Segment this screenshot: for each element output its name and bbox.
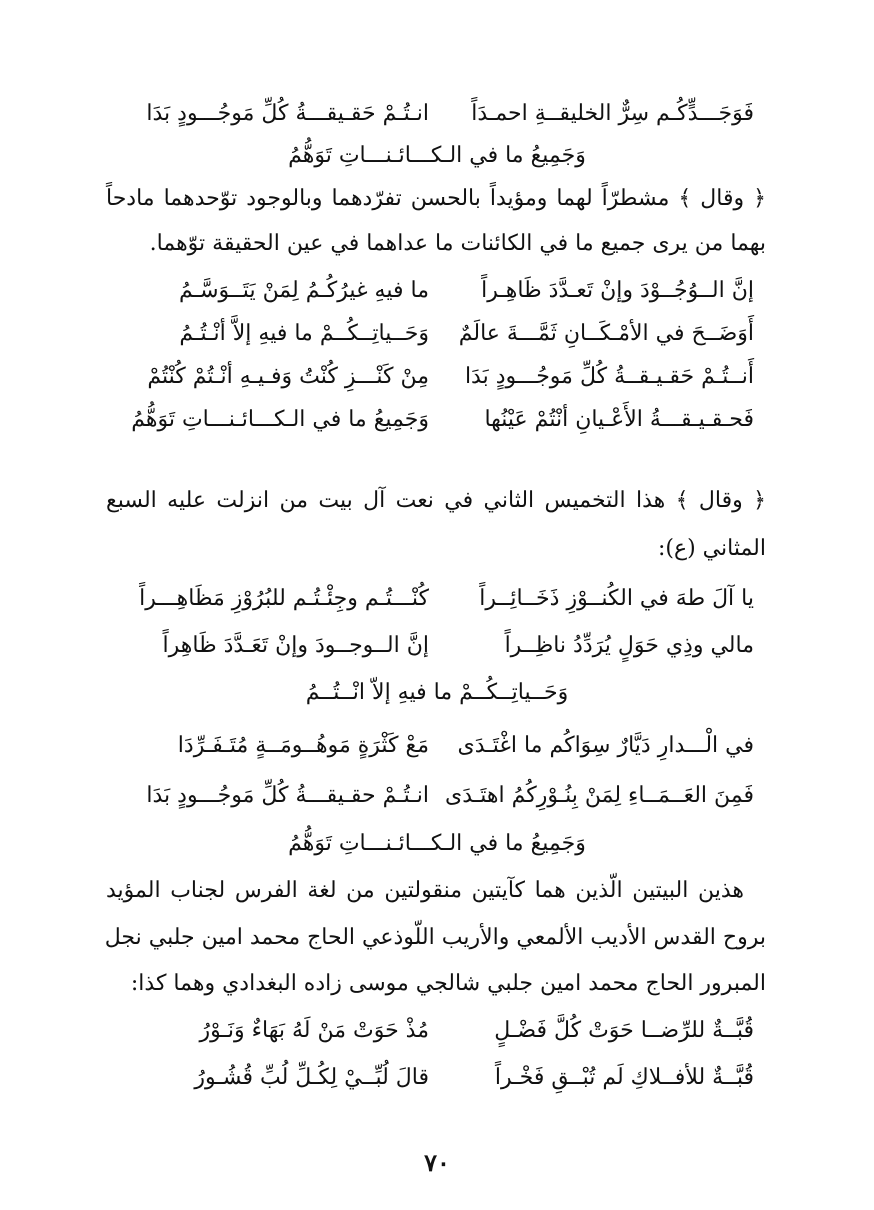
prose-line: المبرور الحاج محمد امين جلبي شالجي موسى زاده البغدادي وهما كذا: bbox=[130, 971, 766, 996]
verse-hemistich: فَمِنَ العَــمَــاءِ لِمَنْ بِنُـوْرِكُمُ اهتَـدَى bbox=[445, 783, 754, 808]
prose-line: بهما من يرى جميع ما في الكائنات ما عداهما في عين الحقيقة توّهما. bbox=[149, 231, 766, 256]
prose-line: بروح القدس الأديب الألمعي والأريب اللّوذعي الحاج محمد امين جلبي نجل bbox=[104, 925, 766, 950]
verse-hemistich: فَوَجَـــدٍّكُـم سِرٌّ الخليقــةِ احمـدَاً bbox=[471, 101, 754, 126]
verse-refrain: وَحَــياتِــكُــمْ ما فيهِ إلاّ انْــتُــمُ bbox=[305, 680, 569, 705]
verse-hemistich: مالي وذِي حَوَلٍ يُرَدِّدُ ناظِــراً bbox=[504, 633, 754, 658]
verse-hemistich: أَنــتُـمْ حَقـيـقــةُ كُلِّ مَوجُـــودٍ بَدَا bbox=[464, 364, 754, 389]
verse-hemistich: انـتُـمْ حقـيقـــةُ كُلِّ مَوجُـــودٍ بَدَا bbox=[146, 783, 429, 808]
prose-line: المثاني (ع): bbox=[657, 536, 766, 561]
verse-hemistich: في الْـــدارِ دَيَّارٌ سِوَاكُم ما اغْتَـدَى bbox=[457, 733, 754, 758]
verse-hemistich: ما فيهِ غيرُكُـمُ لِمَنْ يَتَــوَسَّـمُ bbox=[179, 278, 429, 303]
verse-hemistich: قالَ لُبِّــيْ لِكُـلِّ لُبِّ قُشُـورُ bbox=[194, 1065, 429, 1090]
verse-hemistich: وَحَــياتِــكُــمْ ما فيهِ إلاَّ أنْـتُـمُ bbox=[179, 321, 429, 346]
verse-hemistich: كُنْـــتُـم وجِئْـتُـم للبُرُوْزِ مَظَاهِـــراً bbox=[139, 586, 429, 611]
verse-hemistich: قُبَّــةٌ للرِّضــا حَوَتْ كُلَّ فَضْـلٍ bbox=[494, 1018, 754, 1043]
prose-line: ﴿ وقال ﴾ مشطرّاً لهما ومؤيداً بالحسن تفرّدهما وبالوجود توّحدهما مادحاً bbox=[106, 186, 766, 211]
verse-refrain: وَجَمِيعُ ما في الـكـــائـنـــاتِ تَوَهُّمُ bbox=[288, 143, 586, 168]
verse-refrain: وَجَمِيعُ ما في الـكـــائـنـــاتِ تَوَهُّمُ bbox=[288, 831, 586, 856]
verse-hemistich: فَحـقـيـقـــةُ الأَعْـيانِ أنْتُمْ عَيْنُها bbox=[484, 407, 754, 432]
prose-line: هذين البيتين الّذين هما كآيتين منقولتين من لغة الفرس لجناب المؤيد bbox=[106, 878, 744, 903]
verse-hemistich: مَعْ كَثْرَةٍ مَوهُــومَــةٍ مُتَـفَـرِّدَا bbox=[177, 733, 429, 758]
verse-hemistich: يا آلَ طهَ في الكُنــوْزِ ذَخَــائِــراً bbox=[479, 586, 754, 611]
verse-hemistich: مِنْ كَنْـــزِ كُنْتُ وَفـيـهِ أنْـتُمْ كُنْتُمْ bbox=[147, 364, 429, 389]
verse-hemistich: إنَّ الــوجــودَ وإنْ تَعَـدَّدَ ظَاهِراً bbox=[162, 633, 429, 658]
verse-hemistich: قُبَّــةٌ للأفــلاكِ لَم تُبْــقِ فَخْـراً bbox=[494, 1065, 754, 1090]
prose-line: ﴿ وقال ﴾ هذا التخميس الثاني في نعت آل بيت من انزلت عليه السبع bbox=[106, 488, 766, 513]
verse-hemistich: مُذْ حَوَتْ مَنْ لَهُ بَهَاءٌ وَنَـوْرُ bbox=[199, 1018, 429, 1043]
verse-hemistich: أَوَضَــحَ في الأمْـكَــانِ ثَمَّـــةَ عالَمٌ bbox=[458, 321, 754, 346]
verse-hemistich: وَجَمِيعُ ما في الـكـــائـنـــاتِ تَوَهُّمُ bbox=[131, 407, 429, 432]
verse-hemistich: انـتُـمْ حَقـيقـــةُ كُلِّ مَوجُـــودٍ بَدَا bbox=[146, 101, 429, 126]
page-number: ٧٠ bbox=[424, 1148, 450, 1177]
verse-hemistich: إنَّ الــوُجُــوْدَ وإنْ تَعـدَّدَ ظَاهِـراً bbox=[481, 278, 754, 303]
